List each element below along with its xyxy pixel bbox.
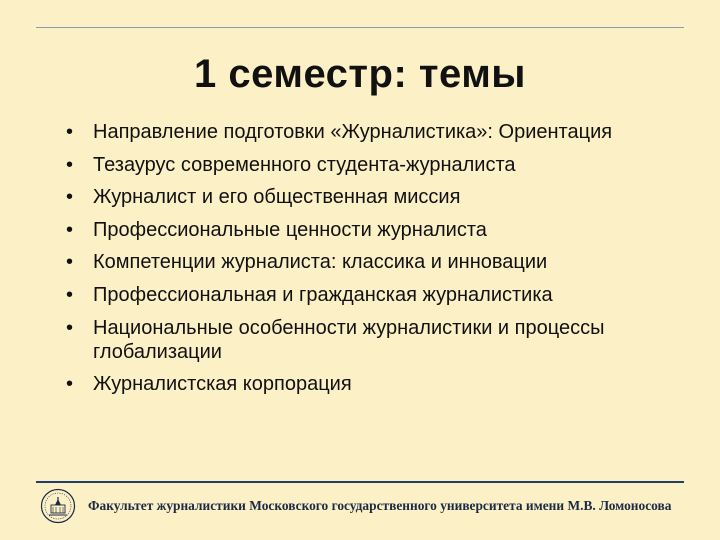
list-item [66,316,676,364]
bullet-icon: • [66,121,74,143]
bullet-icon: • [66,283,74,306]
list-item [66,372,676,396]
list-item [66,218,676,242]
bullet-icon: • [66,153,74,176]
faculty-footer: Факультет журналистики Московского государственного университета имени М.В. Ломоносова [88,498,672,513]
list-item [66,185,676,209]
list-item [66,120,676,144]
list-item [66,250,676,274]
list-item-text: Журналистская корпорация [93,373,352,396]
list-item-text: Тезаурус современного студента-журналиста [93,153,516,176]
top-divider [36,27,684,28]
bullet-icon: • [66,186,74,209]
list-item-text: Профессиональные ценности журналиста [93,218,487,241]
list-item-text: Профессиональная и гражданская журналистика [93,283,553,306]
list-item-text: Компетенции журналиста: классика и инновации [93,251,548,274]
bullet-icon: • [66,218,74,241]
topic-list [66,120,676,405]
list-item-text: Журналист и его общественная миссия [93,186,461,209]
bottom-divider [36,481,684,483]
slide-title: 1 семестр: темы [194,52,526,96]
bullet-icon: • [66,316,74,339]
bullet-icon: • [66,251,74,274]
list-item [66,283,676,307]
list-item [66,153,676,177]
list-item-text: Национальные особенности журналистики и процессы глобализации [93,316,605,363]
university-emblem-icon [40,488,76,524]
list-item-text: Направление подготовки «Журналистика»: Ориентация [93,121,613,143]
bullet-icon: • [66,373,74,396]
